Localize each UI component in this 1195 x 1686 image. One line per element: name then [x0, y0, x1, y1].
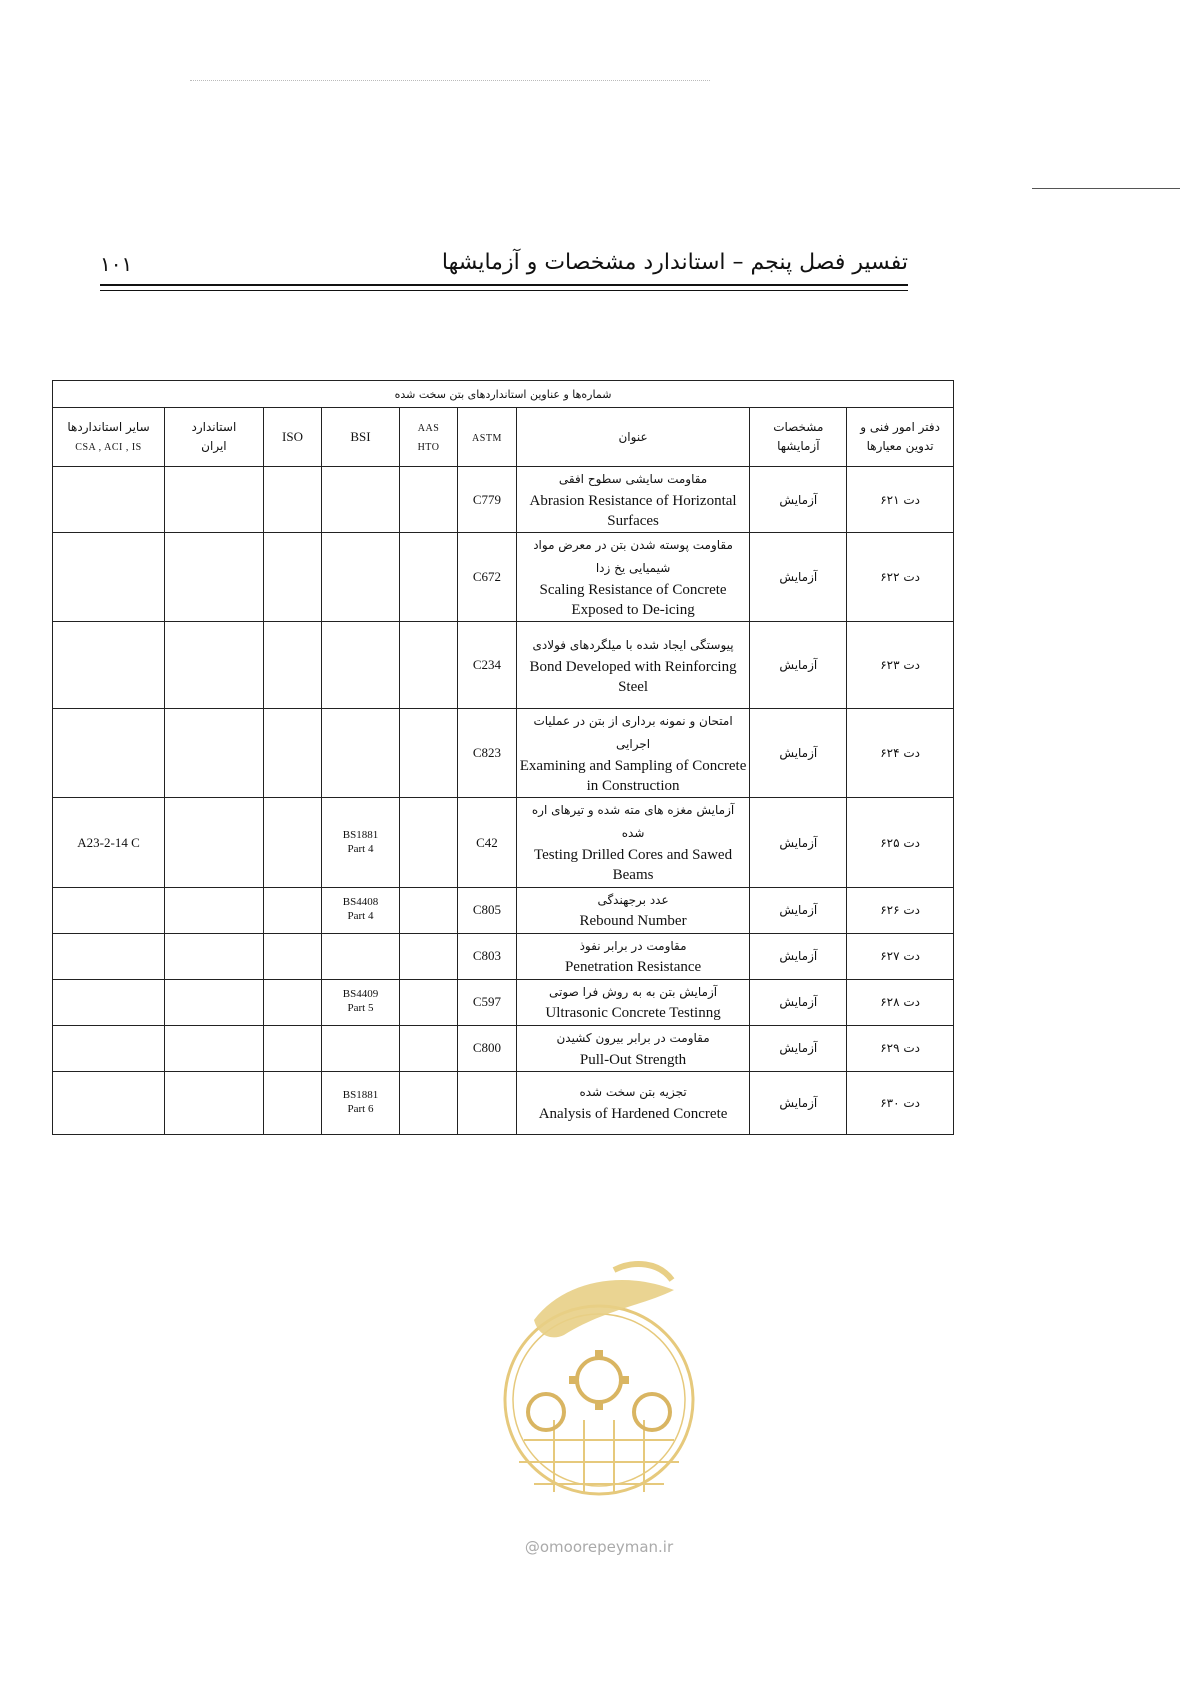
office-code: دت ۶۲۳	[880, 658, 920, 673]
cell-spec	[750, 798, 847, 887]
office-code: دت ۶۲۸	[880, 995, 920, 1010]
table-row	[53, 979, 954, 1025]
cell-other	[53, 933, 165, 979]
cell-title	[516, 798, 750, 887]
cell-spec	[750, 933, 847, 979]
col-header-spec: مشخصات آزمایشها	[750, 408, 847, 467]
title-persian: تجزیه بتن سخت شده	[579, 1085, 687, 1100]
cell-aashto	[399, 533, 457, 622]
office-code: دت ۶۲۴	[880, 746, 920, 761]
bsi-code: BS4408	[342, 896, 379, 909]
astm-code: C779	[472, 491, 502, 507]
office-code: دت ۶۳۰	[880, 1095, 920, 1110]
spec-type: آزمایش	[779, 1041, 818, 1056]
bsi-part: Part 4	[347, 842, 374, 855]
cell-office	[847, 798, 954, 887]
col-header-iso: ISO	[263, 408, 321, 467]
title-english: Examining and Sampling of Concrete in Construction	[519, 757, 747, 795]
cell-aashto	[399, 1071, 457, 1134]
cell-title	[516, 1071, 750, 1134]
table-row	[53, 467, 954, 533]
astm-code: C234	[472, 657, 502, 673]
title-english: Testing Drilled Cores and Sawed Beams	[534, 847, 733, 884]
title-persian: امتحان و نمونه برداری از بتن در عملیات اجرایی	[533, 714, 733, 752]
cell-other	[53, 533, 165, 622]
title-english: Bond Developed with Reinforcing Steel	[529, 658, 737, 695]
astm-code: C803	[472, 948, 502, 964]
office-code: دت ۶۲۹	[880, 1041, 920, 1056]
cell-astm	[458, 1071, 516, 1134]
table-row	[53, 709, 954, 798]
title-english: Ultrasonic Concrete Testinng	[545, 1005, 721, 1022]
col-header-iran: استاندارد ایران	[165, 408, 264, 467]
cell-spec	[750, 887, 847, 933]
cell-iso	[263, 798, 321, 887]
cell-title	[516, 1025, 750, 1071]
cell-spec	[750, 1025, 847, 1071]
cell-iso	[263, 979, 321, 1025]
cell-title	[516, 709, 750, 798]
cell-other	[53, 979, 165, 1025]
cell-iran	[165, 798, 264, 887]
title-english: Scaling Resistance of Concrete Exposed to De-icing	[539, 581, 727, 619]
cell-iso	[263, 467, 321, 533]
bsi-code: BS1881	[342, 828, 379, 841]
cell-office	[847, 933, 954, 979]
title-english: Abrasion Resistance of Horizontal Surfaces	[529, 492, 737, 530]
cell-other	[53, 1071, 165, 1134]
cell-iran	[165, 467, 264, 533]
cell-iran	[165, 709, 264, 798]
cell-iso	[263, 933, 321, 979]
bsi-code: BS4409	[342, 988, 379, 1001]
cell-iran	[165, 887, 264, 933]
cell-iso	[263, 622, 321, 709]
cell-astm	[458, 933, 516, 979]
astm-code: C805	[472, 902, 502, 918]
scan-artifact-line	[1032, 188, 1180, 190]
other-code: A23-2-14 C	[77, 834, 140, 850]
cell-aashto	[399, 467, 457, 533]
cell-astm	[458, 798, 516, 887]
col-header-aashto: AAS HTO	[399, 408, 457, 467]
cell-bsi	[322, 533, 400, 622]
cell-spec	[750, 979, 847, 1025]
cell-bsi	[322, 887, 400, 933]
cell-office	[847, 1071, 954, 1134]
standards-table	[52, 380, 954, 1135]
cell-office	[847, 622, 954, 709]
spec-type: آزمایش	[779, 949, 818, 964]
table-row	[53, 933, 954, 979]
spec-type: آزمایش	[779, 658, 818, 673]
cell-aashto	[399, 798, 457, 887]
cell-title	[516, 933, 750, 979]
cell-astm	[458, 979, 516, 1025]
cell-iran	[165, 622, 264, 709]
cell-office	[847, 533, 954, 622]
cell-iso	[263, 709, 321, 798]
astm-code: C823	[472, 745, 502, 761]
spec-type: آزمایش	[779, 995, 818, 1010]
cell-title	[516, 622, 750, 709]
spec-type: آزمایش	[779, 492, 818, 507]
seal-logo-icon	[494, 1250, 704, 1530]
bsi-part: Part 4	[347, 910, 374, 923]
col-header-office: دفتر امور فنی و تدوین معیارها	[847, 408, 954, 467]
cell-office	[847, 979, 954, 1025]
table-caption: شماره‌ها و عناوین استانداردهای بتن سخت شده	[53, 381, 954, 408]
header-rule-thick	[100, 284, 908, 286]
office-code: دت ۶۲۶	[880, 903, 920, 918]
watermark-seal	[494, 1250, 704, 1556]
cell-iso	[263, 1025, 321, 1071]
spec-type: آزمایش	[779, 903, 818, 918]
cell-bsi	[322, 1071, 400, 1134]
cell-spec	[750, 1071, 847, 1134]
title-english: Rebound Number	[579, 913, 687, 930]
col-header-bsi: BSI	[322, 408, 400, 467]
office-code: دت ۶۲۱	[880, 492, 920, 507]
title-persian: مقاومت در برابر بیرون کشیدن	[556, 1030, 710, 1045]
astm-code: C800	[472, 1040, 502, 1056]
title-english: Penetration Resistance	[564, 959, 702, 976]
title-persian: پیوستگی ایجاد شده با میلگردهای فولادی	[532, 637, 734, 652]
cell-spec	[750, 622, 847, 709]
cell-bsi	[322, 709, 400, 798]
astm-code: C42	[476, 834, 498, 850]
cell-iso	[263, 533, 321, 622]
cell-iso	[263, 1071, 321, 1134]
watermark-url: @omoorepeyman.ir	[524, 1538, 674, 1556]
cell-title	[516, 887, 750, 933]
cell-title	[516, 533, 750, 622]
cell-other	[53, 798, 165, 887]
title-english: Analysis of Hardened Concrete	[538, 1106, 728, 1123]
cell-bsi	[322, 933, 400, 979]
title-persian: مقاومت در برابر نفوذ	[579, 938, 687, 953]
astm-code: C597	[472, 994, 502, 1010]
col-header-title: عنوان	[516, 408, 750, 467]
scan-artifact-dots	[190, 80, 710, 82]
cell-other	[53, 467, 165, 533]
title-persian: مقاومت سایشی سطوح افقی	[558, 472, 708, 486]
cell-iran	[165, 979, 264, 1025]
title-persian: مقاومت پوسته شدن بتن در معرض مواد شیمیایی یخ زدا	[533, 538, 733, 576]
title-english: Pull-Out Strength	[579, 1051, 687, 1068]
header-rule-thin	[100, 290, 908, 291]
table-row	[53, 1025, 954, 1071]
office-code: دت ۶۲۲	[880, 570, 920, 585]
cell-iran	[165, 1071, 264, 1134]
title-persian: آزمایش بتن به به روش فرا صوتی	[549, 984, 718, 999]
cell-bsi	[322, 979, 400, 1025]
cell-bsi	[322, 798, 400, 887]
cell-bsi	[322, 1025, 400, 1071]
cell-astm	[458, 622, 516, 709]
col-header-astm: ASTM	[458, 408, 516, 467]
cell-title	[516, 979, 750, 1025]
cell-spec	[750, 533, 847, 622]
cell-aashto	[399, 887, 457, 933]
table-row	[53, 887, 954, 933]
cell-office	[847, 887, 954, 933]
cell-spec	[750, 709, 847, 798]
page-header	[100, 248, 908, 284]
cell-bsi	[322, 467, 400, 533]
table-row	[53, 533, 954, 622]
cell-office	[847, 1025, 954, 1071]
cell-aashto	[399, 933, 457, 979]
bsi-part: Part 5	[347, 1002, 374, 1015]
table-row	[53, 1071, 954, 1134]
spec-type: آزمایش	[779, 746, 818, 761]
office-code: دت ۶۲۷	[880, 949, 920, 964]
page-title: تفسیر فصل پنجم – استاندارد مشخصات و آزمایشها	[441, 250, 908, 275]
cell-iso	[263, 887, 321, 933]
cell-astm	[458, 887, 516, 933]
spec-type: آزمایش	[779, 835, 818, 850]
cell-astm	[458, 1025, 516, 1071]
office-code: دت ۶۲۵	[880, 835, 920, 850]
cell-bsi	[322, 622, 400, 709]
cell-astm	[458, 467, 516, 533]
bsi-code: BS1881	[342, 1089, 379, 1102]
page-number: ۱۰۱	[100, 252, 133, 276]
cell-aashto	[399, 709, 457, 798]
spec-type: آزمایش	[779, 1095, 818, 1110]
cell-other	[53, 622, 165, 709]
cell-other	[53, 1025, 165, 1071]
table-row	[53, 622, 954, 709]
cell-aashto	[399, 622, 457, 709]
spec-type: آزمایش	[779, 570, 818, 585]
cell-astm	[458, 709, 516, 798]
cell-title	[516, 467, 750, 533]
cell-iran	[165, 933, 264, 979]
cell-aashto	[399, 1025, 457, 1071]
astm-code: C672	[472, 569, 502, 585]
col-header-other: سایر استانداردها CSA , ACI , IS	[53, 408, 165, 467]
cell-other	[53, 887, 165, 933]
cell-astm	[458, 533, 516, 622]
cell-office	[847, 467, 954, 533]
cell-spec	[750, 467, 847, 533]
bsi-part: Part 6	[347, 1102, 374, 1115]
cell-office	[847, 709, 954, 798]
cell-iran	[165, 533, 264, 622]
cell-iran	[165, 1025, 264, 1071]
cell-other	[53, 709, 165, 798]
title-persian: عدد برجهندگی	[597, 892, 669, 907]
table-row	[53, 798, 954, 887]
title-persian: آزمایش مغزه های مته شده و تیرهای اره شده	[531, 803, 735, 841]
cell-aashto	[399, 979, 457, 1025]
